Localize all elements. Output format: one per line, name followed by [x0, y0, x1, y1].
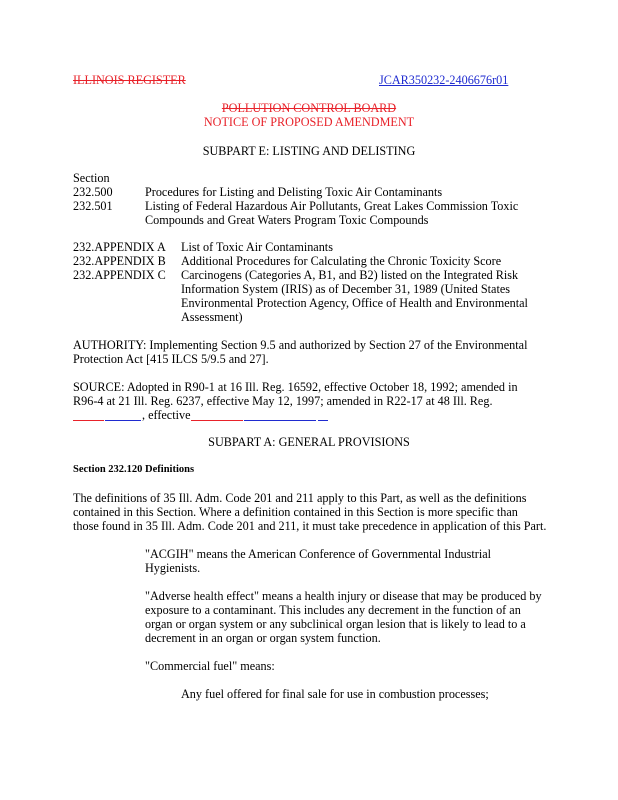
section-code: 232.501 — [73, 199, 113, 213]
appendix-row — [0, 254, 618, 268]
definitions-intro-line: those found in 35 Ill. Adm. Code 201 and 211, it must take precedence in application of this Part. — [73, 519, 547, 533]
subpart-e-title: SUBPART E: LISTING AND DELISTING — [202, 144, 416, 158]
authority-line: Protection Act [415 ILCS 5/9.5 and 27]. — [73, 352, 269, 366]
source-effective: , effective — [142, 408, 191, 422]
agency-title: POLLUTION CONTROL BOARD — [221, 101, 397, 115]
definition-line: decrement in an organ or organ system function. — [145, 631, 381, 645]
appendix-code: 232.APPENDIX C — [73, 268, 166, 282]
section-heading: Section — [73, 171, 110, 185]
definition-line: Hygienists. — [145, 561, 201, 575]
deleted-blank — [191, 420, 243, 421]
section-desc: Listing of Federal Hazardous Air Pollutants, Great Lakes Commission Toxic — [145, 199, 519, 213]
deleted-blank — [73, 420, 104, 421]
definition-line: "Adverse health effect" means a health injury or disease that may be produced by — [145, 589, 542, 603]
inserted-blank — [105, 420, 141, 421]
section-desc: Procedures for Listing and Delisting Toxic Air Contaminants — [145, 185, 443, 199]
appendix-row — [0, 240, 618, 254]
section-desc: Compounds and Great Waters Program Toxic Compounds — [145, 213, 429, 227]
appendix-desc: Environmental Protection Agency, Office of Health and Environmental — [181, 296, 528, 310]
inserted-blank — [318, 420, 328, 421]
fuel-list-item: Any fuel offered for final sale for use in combustion processes; — [181, 687, 489, 701]
section-row — [0, 185, 618, 199]
authority-line: AUTHORITY: Implementing Section 9.5 and authorized by Section 27 of the Environmental — [73, 338, 528, 352]
source-line: R96-4 at 21 Ill. Reg. 6237, effective May 12, 1997; amended in R22-17 at 48 Ill. Reg. — [73, 394, 493, 408]
appendix-desc: Assessment) — [181, 310, 243, 324]
appendix-code: 232.APPENDIX B — [73, 254, 166, 268]
appendix-code: 232.APPENDIX A — [73, 240, 166, 254]
definitions-intro-line: The definitions of 35 Ill. Adm. Code 201 and 211 apply to this Part, as well as the definitions — [73, 491, 527, 505]
definition-line: organ or organ system or any subclinical organ lesion that is likely to lead to a — [145, 617, 526, 631]
appendix-desc: Information System (IRIS) as of December 31, 1989 (United States — [181, 282, 510, 296]
appendix-desc: Carcinogens (Categories A, B1, and B2) listed on the Integrated Risk — [181, 268, 519, 282]
definition-line: exposure to a contaminant. This includes any decrement in the function of an — [145, 603, 521, 617]
register-header: ILLINOIS REGISTER — [73, 73, 186, 87]
inserted-blank — [244, 420, 316, 421]
subpart-a-title: SUBPART A: GENERAL PROVISIONS — [208, 435, 410, 449]
section-definitions-heading: Section 232.120 Definitions — [73, 464, 195, 475]
section-row — [0, 199, 618, 227]
jcar-header: JCAR350232-2406676r01 — [379, 73, 509, 87]
appendix-desc: List of Toxic Air Contaminants — [181, 240, 333, 254]
notice-title: NOTICE OF PROPOSED AMENDMENT — [203, 115, 415, 129]
appendix-row — [0, 268, 618, 324]
definition-line: "ACGIH" means the American Conference of Governmental Industrial — [145, 547, 492, 561]
definition-line: "Commercial fuel" means: — [145, 659, 275, 673]
source-line: SOURCE: Adopted in R90-1 at 16 Ill. Reg. 16592, effective October 18, 1992; amended in — [73, 380, 518, 394]
section-code: 232.500 — [73, 185, 113, 199]
definitions-intro-line: contained in this Section. Where a definition contained in this Section is more specific than — [73, 505, 518, 519]
appendix-desc: Additional Procedures for Calculating the Chronic Toxicity Score — [181, 254, 502, 268]
